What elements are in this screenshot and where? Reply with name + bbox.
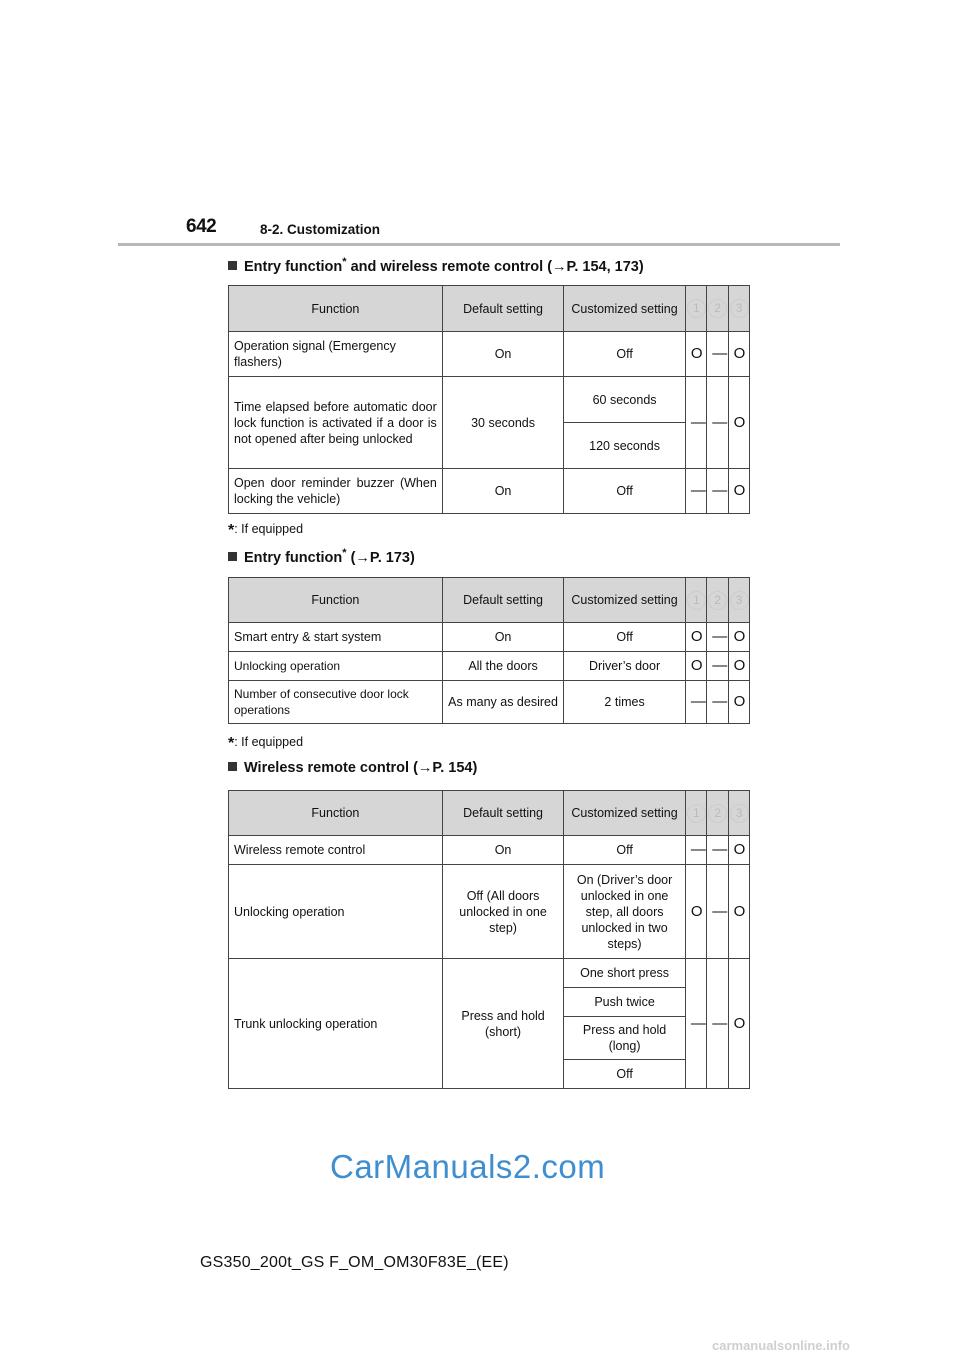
- col-header-1: [685, 286, 706, 332]
- circled-number-1-icon: 1: [687, 591, 706, 610]
- col-header-1: [685, 578, 706, 623]
- table-row: [229, 681, 750, 724]
- table-row: [229, 865, 750, 959]
- cell-mark-3: O: [728, 836, 749, 865]
- col-header-1: [685, 791, 706, 836]
- cell-mark-1: O: [685, 623, 706, 652]
- footnote-star: *: [228, 735, 235, 752]
- cell-function: Smart entry & start system: [229, 623, 443, 652]
- table-row: [229, 377, 750, 423]
- cell-custom: Off: [564, 836, 686, 865]
- heading-wireless-remote: [228, 760, 477, 776]
- cell-mark-3: O: [728, 652, 749, 681]
- cell-mark-3: O: [728, 959, 749, 1089]
- footnote-text: : If equipped: [234, 522, 304, 536]
- cell-mark-1: —: [685, 681, 706, 724]
- table-header-row: [229, 578, 750, 623]
- table-entry-function: [228, 577, 750, 724]
- cell-custom: Driver’s door: [564, 652, 686, 681]
- col-header-function: Function: [229, 286, 443, 332]
- cell-function: Number of consecutive door lock operations: [229, 681, 443, 724]
- circled-number-3-icon: 3: [730, 591, 749, 610]
- cell-mark-3: O: [728, 332, 749, 377]
- table-row: [229, 623, 750, 652]
- cell-mark-2: —: [707, 681, 728, 724]
- cell-mark-1: —: [685, 377, 706, 469]
- bullet-square-icon: [228, 261, 237, 270]
- cell-default: Press and hold (short): [442, 959, 564, 1089]
- cell-custom: On (Driver’s door unlocked in one step, all doors unlocked in two steps): [564, 865, 686, 959]
- cell-default: All the doors: [442, 652, 564, 681]
- cell-function: Operation signal (Emergency flashers): [229, 332, 443, 377]
- table-header-row: [229, 286, 750, 332]
- circled-number-1-icon: 1: [687, 299, 706, 318]
- table-row: [229, 836, 750, 865]
- cell-default: On: [442, 836, 564, 865]
- footnote-star: *: [342, 256, 347, 268]
- circled-number-2-icon: 2: [708, 299, 727, 318]
- footnote-star: *: [342, 547, 347, 559]
- table-row: [229, 469, 750, 514]
- table-row: [229, 652, 750, 681]
- cell-mark-2: —: [707, 959, 728, 1089]
- col-header-2: [707, 791, 728, 836]
- circled-number-2-icon: 2: [708, 804, 727, 823]
- cell-mark-1: —: [685, 836, 706, 865]
- cell-custom: Press and hold (long): [564, 1017, 686, 1060]
- cell-mark-2: —: [707, 865, 728, 959]
- cell-mark-3: O: [728, 377, 749, 469]
- circled-number-3-icon: 3: [730, 804, 749, 823]
- cell-default: Off (All doors unlocked in one step): [442, 865, 564, 959]
- footnote: [228, 735, 303, 753]
- circled-number-2-icon: 2: [708, 591, 727, 610]
- bullet-square-icon: [228, 552, 237, 561]
- cell-function: Unlocking operation: [229, 865, 443, 959]
- cell-mark-2: —: [707, 836, 728, 865]
- cell-default: On: [442, 623, 564, 652]
- cell-mark-2: —: [707, 469, 728, 514]
- cell-function: Time elapsed before automatic door lock function is activated if a door is not opened after being unlocked: [229, 377, 443, 469]
- col-header-custom: Customized setting: [564, 286, 686, 332]
- cell-mark-3: O: [728, 865, 749, 959]
- page-number: 642: [186, 216, 217, 237]
- heading-text-tail: (→P. 173): [346, 549, 415, 566]
- heading-text: Entry function: [244, 549, 343, 566]
- cell-custom: Off: [564, 332, 686, 377]
- cell-default: On: [442, 469, 564, 514]
- document-id: GS350_200t_GS F_OM_OM30F83E_(EE): [200, 1254, 509, 1271]
- cell-function: Trunk unlocking operation: [229, 959, 443, 1089]
- cell-custom: 120 seconds: [564, 423, 686, 469]
- cell-custom: 2 times: [564, 681, 686, 724]
- heading-text: Wireless remote control (→P. 154): [244, 760, 478, 776]
- table-entry-and-wireless: [228, 285, 750, 514]
- cell-mark-3: O: [728, 681, 749, 724]
- cell-default: On: [442, 332, 564, 377]
- col-header-function: Function: [229, 791, 443, 836]
- cell-mark-2: —: [707, 332, 728, 377]
- cell-custom: One short press: [564, 959, 686, 988]
- cell-mark-3: O: [728, 469, 749, 514]
- cell-function: Open door reminder buzzer (When locking the vehicle): [229, 469, 443, 514]
- col-header-3: [728, 578, 749, 623]
- col-header-default: Default setting: [442, 286, 564, 332]
- heading-text-tail: and wireless remote control (→P. 154, 173): [346, 258, 644, 275]
- col-header-2: [707, 578, 728, 623]
- cell-mark-1: O: [685, 332, 706, 377]
- cell-mark-2: —: [707, 377, 728, 469]
- cell-mark-1: —: [685, 959, 706, 1089]
- header-rule: [118, 243, 840, 246]
- cell-default: 30 seconds: [442, 377, 564, 469]
- cell-mark-2: —: [707, 652, 728, 681]
- col-header-default: Default setting: [442, 791, 564, 836]
- table-row: [229, 332, 750, 377]
- circled-number-1-icon: 1: [687, 804, 706, 823]
- watermark-carmanualsonline: carmanualsonline.info: [712, 1338, 850, 1353]
- cell-mark-2: —: [707, 623, 728, 652]
- cell-custom: Off: [564, 469, 686, 514]
- cell-custom: 60 seconds: [564, 377, 686, 423]
- cell-mark-1: O: [685, 865, 706, 959]
- cell-mark-3: O: [728, 623, 749, 652]
- cell-mark-1: O: [685, 652, 706, 681]
- section-title: 8-2. Customization: [260, 222, 381, 237]
- heading-entry-function: [228, 547, 415, 566]
- table-header-row: [229, 791, 750, 836]
- col-header-3: [728, 791, 749, 836]
- col-header-custom: Customized setting: [564, 791, 686, 836]
- table-wireless-remote: [228, 790, 750, 1089]
- watermark-carmanuals2: CarManuals2.com: [330, 1148, 606, 1185]
- col-header-custom: Customized setting: [564, 578, 686, 623]
- col-header-2: [707, 286, 728, 332]
- table-row: [229, 959, 750, 988]
- footnote-text: : If equipped: [234, 735, 304, 749]
- heading-text: Entry function: [244, 258, 343, 275]
- col-header-function: Function: [229, 578, 443, 623]
- bullet-square-icon: [228, 762, 237, 771]
- footnote: [228, 522, 303, 540]
- heading-entry-and-wireless: [228, 256, 644, 275]
- col-header-default: Default setting: [442, 578, 564, 623]
- cell-function: Unlocking operation: [229, 652, 443, 681]
- cell-custom: Push twice: [564, 988, 686, 1017]
- cell-mark-1: —: [685, 469, 706, 514]
- col-header-3: [728, 286, 749, 332]
- cell-function: Wireless remote control: [229, 836, 443, 865]
- footnote-star: *: [228, 522, 235, 539]
- circled-number-3-icon: 3: [730, 299, 749, 318]
- cell-custom: Off: [564, 1060, 686, 1089]
- cell-default: As many as desired: [442, 681, 564, 724]
- cell-custom: Off: [564, 623, 686, 652]
